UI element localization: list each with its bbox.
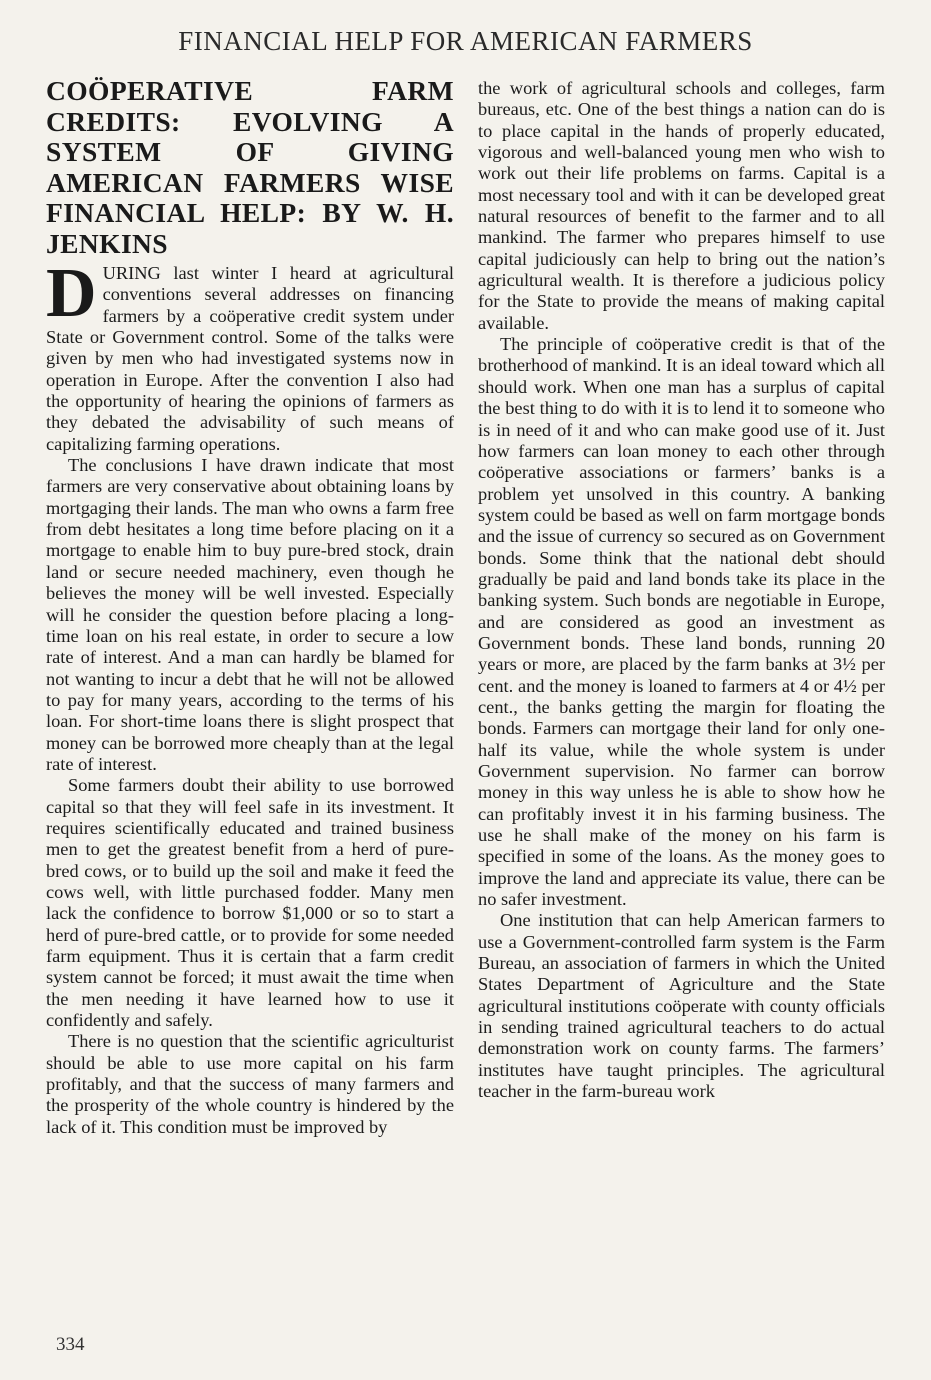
first-paragraph [46, 255, 454, 455]
page-number: 334 [56, 1334, 85, 1355]
paragraph-continuation: the work of agricultural schools and colleges, farm bureaus, etc. One of the best things a nation can do is to place capital in the hands of properly educated, vigorous and well-balanced young men who wish to work out their life problems on farms. Capital is a most necessary tool and with it can be developed great natural resources of benefit to the farmer and to all mankind. The farmer who prepares himself to use capital judiciously can help to bring out the nation’s agricultural wealth. It is therefore a judicious policy for the State to provide the means of making capital available. [478, 78, 885, 333]
paragraph-borrowed-capital: Some farmers doubt their ability to use borrowed capital so that they will feel safe in its investment. It requires scientifically educated and trained business men to get the greatest benefit from a herd of pure-bred cows, or to build up the soil and make it feed the cows well, with little purchased fodder. Many men lack the confidence to borrow $1,000 or so to start a herd of pure-bred cattle, or to provide for some needed farm equipment. Thus it is certain that a farm credit system cannot be forced; it must await the time when the men needing it have learned how to use it confidently and safely. [46, 775, 454, 1031]
running-head: FINANCIAL HELP FOR AMERICAN FARMERS [178, 26, 753, 56]
paragraph-scientific-agriculturist: There is no question that the scientific agriculturist should be able to use more capital on his farm profitably, and that the success of many farmers and the prosperity of the whole country is hindered by the lack of it. This condition must be improved by [46, 1031, 454, 1137]
paragraph-conclusions: The conclusions I have drawn indicate that most farmers are very conservative about obtaining loans by mortgaging their lands. The man who owns a farm free from debt hesitates a long time before placing on it a mortgage to enable him to buy pure-bred stock, drain land or secure needed machinery, even though he believes the money will be well invested. Especially will he consider the question before placing a long-time loan on his real estate, in order to secure a low rate of interest. And a man can hardly be blamed for not wanting to incur a debt that he will not be allowed to pay for many years, according to the terms of his loan. For short-time loans there is slight prospect that money can be borrowed more cheaply than at the legal rate of interest. [46, 455, 454, 774]
first-paragraph-text: last winter I heard at agricultural conventions several addresses on financing farmers by a coöperative credit system under State or Government control. Some of the talks were given by men who had investigated systems now in operation in Europe. After the convention I also had the opportunity of hearing the opinions of farmers as they debated the advisability of such means of capitalizing farming operations. [46, 263, 454, 454]
right-column [478, 78, 885, 1103]
paragraph-cooperative-credit: The principle of coöperative credit is that of the brotherhood of mankind. It is an ideal toward which all should work. When one man has a surplus of capital the best thing to do with it is to lend it to someone who is in need of it and who can make good use of it. Just how farmers can loan money to each other through coöperative associations or farmers’ banks is a problem yet unsolved in this country. A banking system could be based as well on farm mortgage bonds and the issue of currency so secured as on Government bonds. Some think that the national debt should gradually be paid and land bonds take its place in the banking system. Such bonds are negotiable in Europe, and are considered as good an investment as Government bonds. These land bonds, running 20 years or more, are placed by the farm banks at 3½ per cent. and the money is loaned to farmers at 4 or 4½ per cent., the banks getting the margin for floating the bonds. Farmers can mortgage their land for only one-half its value, while the whole system is under Government supervision. No farmer can borrow money in this way unless he is able to show how he can profitably invest it in his farming business. The use he shall make of the money on his farm is specified in some of the loans. As the money goes to improve the land and appreciate its value, there can be no safer investment. [478, 334, 885, 910]
left-column [46, 76, 454, 1138]
paragraph-farm-bureau: One institution that can help American farmers to use a Government-controlled farm system is the Farm Bureau, an association of farmers in which the United States Department of Agriculture and the State agricultural institutions coöperate with county officials in sending trained agricultural teachers to do actual demonstration work on county farms. The farmers’ institutes have taught principles. The agricultural teacher in the farm-bureau work [478, 910, 885, 1102]
drop-cap: D [46, 255, 97, 332]
article-title: COÖPERATIVE FARM CREDITS: EVOLVING A SYSTEM OF GIVING AMERICAN FARMERS WISE FINANCIAL HELP: BY W. H. JENKINS [46, 75, 454, 259]
lead-small-caps: URING [102, 263, 161, 283]
